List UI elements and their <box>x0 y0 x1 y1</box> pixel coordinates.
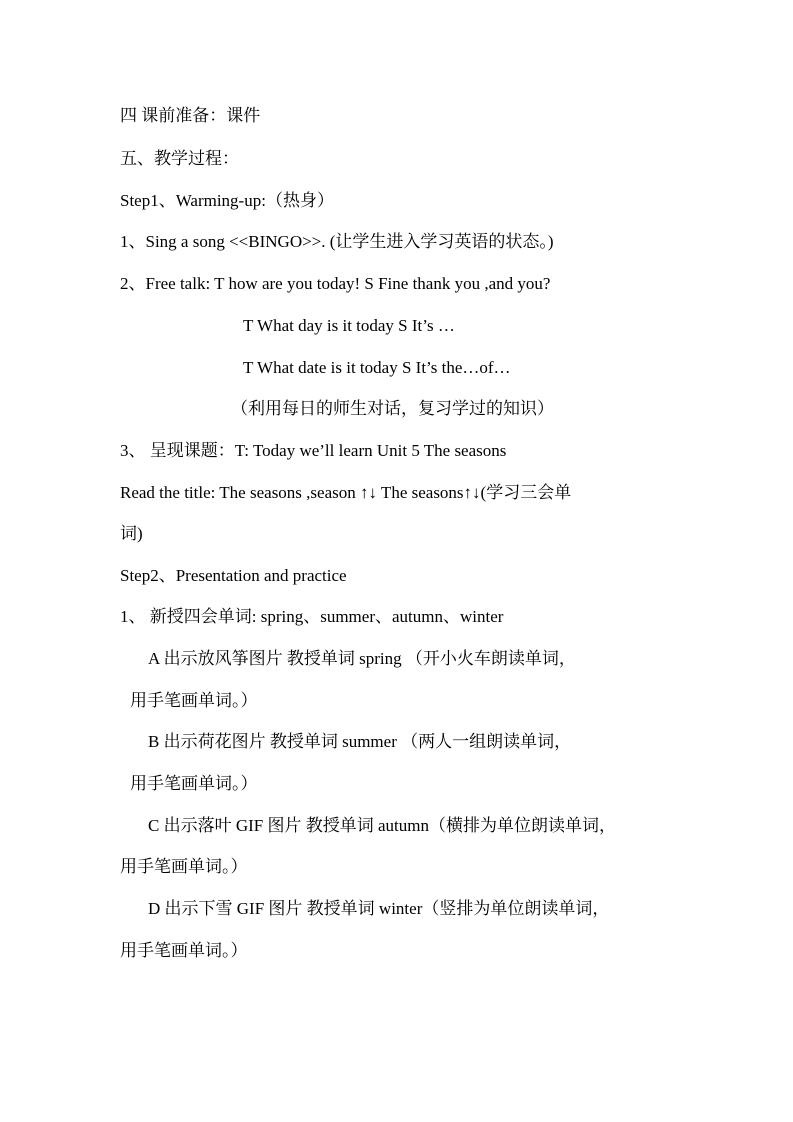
step2-sub-d: D 出示下雪 GIF 图片 教授单词 winter（竖排为单位朗读单词， <box>148 899 610 918</box>
section-5-heading: 五、教学过程： <box>120 149 239 168</box>
step2-sub-a: A 出示放风筝图片 教授单词 spring （开小火车朗读单词， <box>148 649 576 668</box>
step2-item-1: 1、 新授四会单词: spring、summer、autumn、winter <box>120 607 504 626</box>
step1-item-2: 2、Free talk: T how are you today! S Fine thank you ,and you? <box>120 274 551 293</box>
step2-sub-c-continuation: 用手笔画单词。） <box>120 857 248 876</box>
read-title-line: Read the title: The seasons ,season ↑↓ The seasons↑↓(学习三会单 <box>120 483 572 502</box>
step2-sub-d-continuation: 用手笔画单词。） <box>120 941 248 960</box>
read-title-continuation: 词) <box>120 524 143 543</box>
step1-item-1: 1、Sing a song <<BINGO>>. (让学生进入学习英语的状态。) <box>120 232 554 251</box>
step1-item-2-note: （利用每日的师生对话，复习学过的知识） <box>231 399 554 418</box>
step2-sub-c: C 出示落叶 GIF 图片 教授单词 autumn（横排为单位朗读单词， <box>148 816 616 835</box>
step1-item-3: 3、 呈现课题：T: Today we’ll learn Unit 5 The seasons <box>120 441 507 460</box>
step2-sub-b-continuation: 用手笔画单词。） <box>130 774 258 793</box>
section-4-heading: 四 课前准备：课件 <box>120 106 261 125</box>
step2-sub-b: B 出示荷花图片 教授单词 summer （两人一组朗读单词， <box>148 732 572 751</box>
step1-item-2-dialog-c: T What date is it today S It’s the…of… <box>243 358 511 377</box>
step1-heading: Step1、Warming-up:（热身） <box>120 191 334 210</box>
step2-heading: Step2、Presentation and practice <box>120 566 347 585</box>
step2-sub-a-continuation: 用手笔画单词。） <box>130 691 258 710</box>
step1-item-2-dialog-b: T What day is it today S It’s … <box>243 316 455 335</box>
